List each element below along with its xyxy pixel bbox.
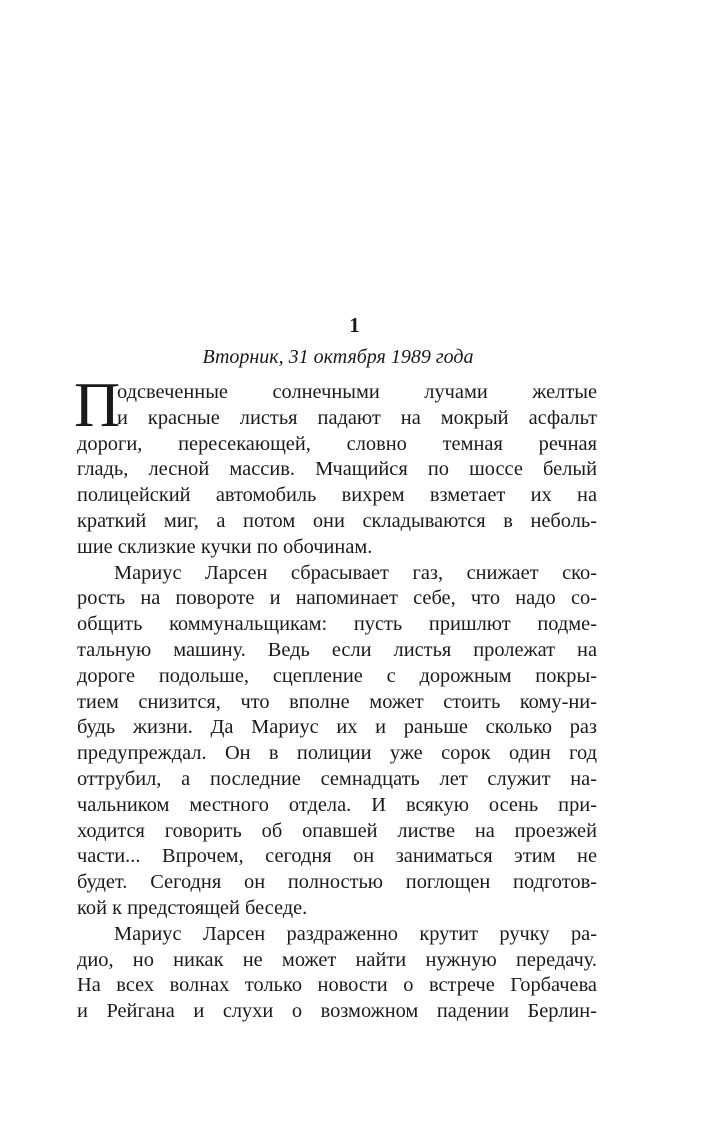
text-line: Мариус Ларсен раздраженно крутит ручку ра- (114, 922, 597, 945)
body-text (74, 369, 597, 1025)
text-line: полицейский автомобиль вихрем взметает их на (77, 484, 597, 507)
text-line: ходится говорить об опавшей листве на проезжей (77, 819, 597, 842)
text-line: дио, но никак не может найти нужную передачу. (77, 948, 597, 971)
text-line: Мариус Ларсен сбрасывает газ, снижает ско- (114, 561, 597, 584)
text-line: дороги, пересекающей, словно темная речная (77, 432, 597, 455)
paragraph-1 (74, 369, 597, 561)
text-line: На всех волнах только новости о встрече Горбачева (77, 974, 597, 997)
text-line: будет. Сегодня он полностью поглощен подготов- (77, 871, 597, 894)
text-line: одсвеченные солнечными лучами желтые (117, 381, 597, 403)
text-line: общить коммунальщикам: пусть пришлют подме- (77, 613, 597, 636)
text-line: оттрубил, а последние семнадцать лет служит на- (77, 767, 597, 790)
text-line: и Рейгана и слухи о возможном падении Берлин- (77, 1000, 597, 1023)
text-line: гладь, лесной массив. Мчащийся по шоссе белый (77, 458, 597, 481)
text-line: тием снизится, что вполне может стоить кому-ни- (77, 690, 597, 713)
text-line: чальником местного отдела. И всякую осень при- (77, 793, 597, 816)
text-line: кой к предстоящей беседе. (77, 896, 308, 919)
text-line: рость на повороте и напоминает себе, что надо со- (77, 587, 597, 610)
text-line: дороге подольше, сцепление с дорожным покры- (77, 664, 597, 687)
text-line: части... Впрочем, сегодня он заниматься этим не (77, 845, 597, 868)
text-line: будь жизни. Да Мариус их и раньше сколько раз (77, 716, 597, 739)
text-line: краткий миг, а потом они складываются в неболь- (77, 509, 597, 532)
paragraph-3 (77, 922, 597, 1025)
paragraph-2 (77, 561, 597, 922)
drop-cap: П (74, 369, 121, 440)
text-line: шие склизкие кучки по обочинам. (77, 535, 373, 558)
text-line: тальную машину. Ведь если листья пролежат на (77, 638, 597, 661)
chapter-date: Вторник, 31 октября 1989 года (202, 346, 474, 368)
chapter-number: 1 (349, 313, 360, 337)
text-line: предупреждал. Он в полиции уже сорок один год (77, 742, 597, 765)
text-line: и красные листья падают на мокрый асфальт (117, 406, 597, 429)
